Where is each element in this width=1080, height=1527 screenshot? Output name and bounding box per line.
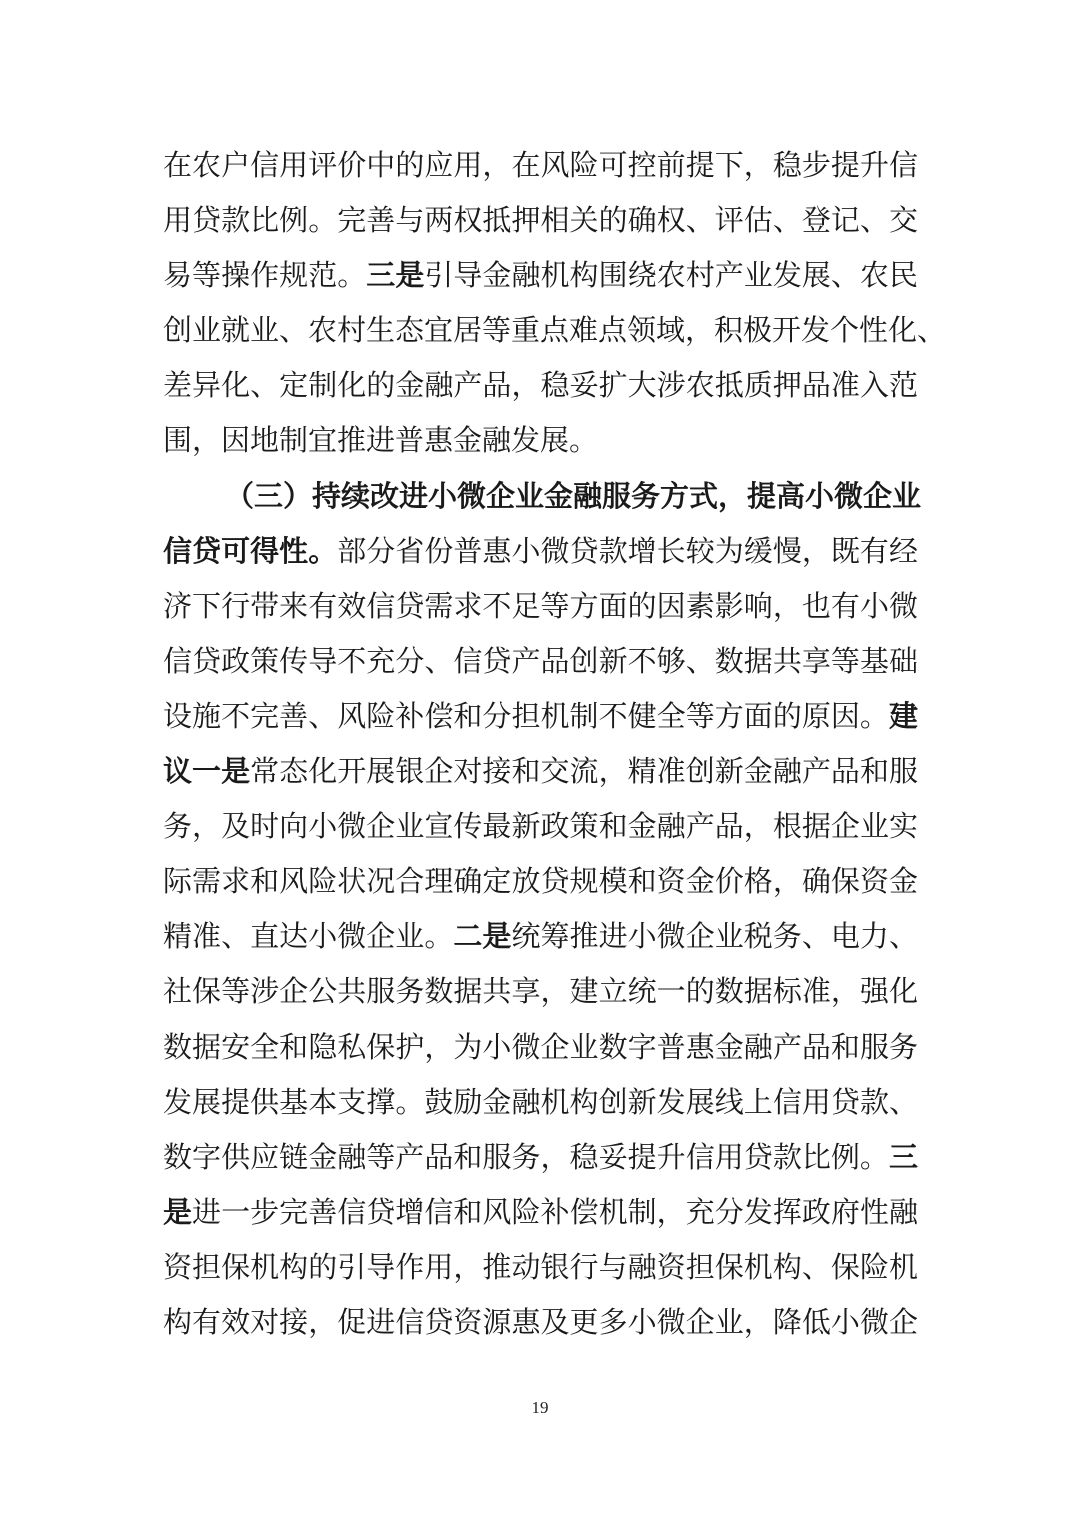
text-line [163, 413, 918, 468]
text-run: 精准、直达小微企业。 [163, 919, 454, 954]
bold-text-run: 三是 [366, 258, 425, 293]
text-run: 常态化开展银企对接和交流，精准创新金融产品和服 [250, 754, 918, 789]
text-run: 用贷款比例。完善与两权抵押相关的确权、评估、登记、交 [163, 203, 918, 238]
text-line [163, 1130, 918, 1185]
text-run: 差异化、定制化的金融产品，稳妥扩大涉农抵质押品准入范 [163, 368, 918, 403]
text-line [163, 854, 918, 909]
text-line [163, 909, 918, 964]
text-line [163, 1240, 918, 1295]
bold-text-run: 信贷可得性。 [163, 533, 338, 568]
text-line [163, 689, 918, 744]
bold-text-run: 建 [888, 698, 918, 733]
bold-text-run: 二是 [453, 919, 512, 954]
text-line [163, 138, 918, 193]
text-run: 在农户信用评价中的应用，在风险可控前提下，稳步提升信 [163, 148, 918, 182]
bold-text-run: （三）持续改进小微企业金融服务方式，提高小微企业 [225, 478, 922, 513]
bold-text-run: 议一是 [163, 754, 251, 789]
text-line [163, 1020, 918, 1075]
text-line [163, 303, 947, 358]
text-run: 际需求和风险状况合理确定放贷规模和资金价格，确保资金 [163, 864, 918, 899]
bold-text-run: 三 [888, 1139, 918, 1174]
text-line [163, 1075, 918, 1130]
text-line [163, 1295, 918, 1350]
text-run: 设施不完善、风险补偿和分担机制不健全等方面的原因。 [163, 698, 889, 733]
text-run: 引导金融机构围绕农村产业发展、农民 [424, 258, 918, 293]
text-run: 部分省份普惠小微贷款增长较为缓慢，既有经 [337, 533, 918, 568]
text-run: 社保等涉企公共服务数据共享，建立统一的数据标准，强化 [163, 974, 918, 1009]
text-line [163, 799, 918, 854]
text-line [163, 1185, 918, 1240]
text-line [163, 358, 918, 413]
text-run: 数据安全和隐私保护，为小微企业数字普惠金融产品和服务 [163, 1029, 918, 1064]
text-run: 资担保机构的引导作用，推动银行与融资担保机构、保险机 [163, 1249, 918, 1284]
text-run: 信贷政策传导不充分、信贷产品创新不够、数据共享等基础 [163, 643, 918, 678]
page-number: 19 [531, 1398, 549, 1417]
text-run: 数字供应链金融等产品和服务，稳妥提升信用贷款比例。 [163, 1139, 889, 1174]
text-line [163, 524, 918, 579]
text-run: 济下行带来有效信贷需求不足等方面的因素影响，也有小微 [163, 588, 918, 623]
text-line [163, 634, 918, 689]
text-line [163, 193, 918, 248]
text-line [163, 964, 918, 1019]
text-run: 构有效对接，促进信贷资源惠及更多小微企业，降低小微企 [163, 1304, 918, 1339]
text-run: 发展提供基本支撑。鼓励金融机构创新发展线上信用贷款、 [163, 1084, 918, 1119]
text-run: 务，及时向小微企业宣传最新政策和金融产品，根据企业实 [163, 809, 918, 844]
text-run: 进一步完善信贷增信和风险补偿机制，充分发挥政府性融 [192, 1194, 918, 1229]
text-line [163, 744, 918, 799]
bold-text-run: 是 [163, 1194, 193, 1229]
text-run: 创业就业、农村生态宜居等重点难点领域，积极开发个性化、 [163, 313, 947, 348]
text-line [163, 248, 918, 303]
text-run: 统筹推进小微企业税务、电力、 [511, 919, 918, 954]
text-run: 易等操作规范。 [163, 258, 367, 293]
body-text [163, 138, 947, 1350]
text-run: 围，因地制宜推进普惠金融发展。 [163, 423, 599, 458]
text-line [163, 579, 918, 634]
text-line [163, 469, 922, 524]
